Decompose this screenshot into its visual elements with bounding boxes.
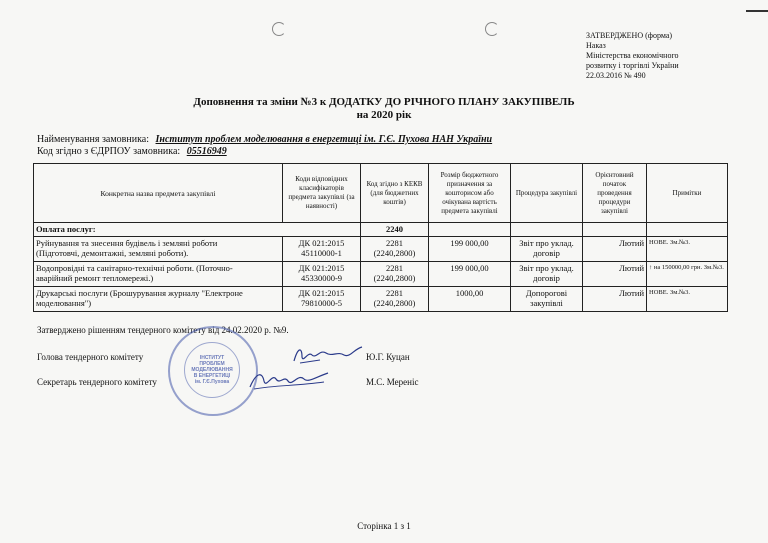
procedure-line: Допорогові	[525, 288, 568, 298]
empty-cell	[429, 223, 511, 237]
punch-hole-left	[272, 22, 286, 36]
kekv-line: (2240,2800)	[373, 273, 416, 283]
customer-code-row	[37, 146, 492, 158]
row-start: Лютий	[583, 237, 647, 262]
row-classifier	[283, 262, 361, 287]
customer-name-value: Інститут проблем моделювання в енергетиці ім. Г.Є. Пухова НАН України	[155, 134, 493, 145]
kekv-line: 2281	[386, 238, 403, 248]
empty-cell	[647, 223, 728, 237]
row-item-name	[34, 287, 283, 312]
header-start: Орієнтовний початок проведення процедури закупівлі	[583, 164, 647, 223]
customer-name-row	[37, 134, 492, 146]
stamp-line: ПРОБЛЕМ	[199, 361, 225, 367]
procedure-line: Звіт про уклад.	[519, 263, 574, 273]
procurement-table	[33, 163, 728, 312]
official-stamp	[168, 326, 258, 416]
header-notes: Примітки	[647, 164, 728, 223]
row-kekv	[361, 287, 429, 312]
header-kekv: Код згідно з КЕКВ (для бюджетних коштів)	[361, 164, 429, 223]
row-amount: 199 000,00	[429, 262, 511, 287]
row-amount: 1000,00	[429, 287, 511, 312]
classifier-line: 45330000-9	[300, 273, 343, 283]
kekv-line: 2281	[386, 288, 403, 298]
approval-line: Наказ	[586, 41, 606, 50]
head-signature	[290, 343, 365, 368]
section-label: Оплата послуг:	[34, 223, 361, 237]
row-amount: 199 000,00	[429, 237, 511, 262]
item-name-line: Руйнування та знесення будівель і земляні роботи	[36, 238, 218, 248]
item-name-line: Друкарські послуги (Брошурування журналу "Електроне	[36, 288, 243, 298]
item-name-line: моделювання")	[36, 298, 92, 308]
corner-mark	[746, 10, 768, 12]
item-name-line: Водопровідні та санітарно-технічні роботи. (Поточно-	[36, 263, 233, 273]
empty-cell	[511, 223, 583, 237]
secretary-label: Секретарь тендерного комітету	[37, 377, 157, 387]
kekv-line: (2240,2800)	[373, 298, 416, 308]
kekv-line: 2281	[386, 263, 403, 273]
head-label: Голова тендерного комітету	[37, 352, 144, 362]
title-line-1: Доповнення та зміни №3 к ДОДАТКУ ДО РІЧНОГО ПЛАНУ ЗАКУПІВЕЛЬ	[193, 96, 575, 108]
item-name-line: аварійний ремонт тепломережі.)	[36, 273, 154, 283]
secretary-name: М.С. Мереніс	[366, 377, 419, 387]
section-row	[34, 223, 728, 237]
document-title	[0, 96, 768, 122]
row-item-name	[34, 237, 283, 262]
customer-code-label: Код згідно з ЄДРПОУ замовника:	[37, 146, 181, 157]
table-row	[34, 287, 728, 312]
header-procedure: Процедура закупівлі	[511, 164, 583, 223]
stamp-line: В ЕНЕРГЕТИЦІ	[193, 373, 231, 379]
row-classifier	[283, 287, 361, 312]
row-procedure	[511, 262, 583, 287]
procedure-line: договір	[533, 248, 560, 258]
classifier-line: 79810000-5	[300, 298, 343, 308]
header-amount: Розмір бюджетного призначення за кошторисом або очікувана вартість предмета закупівлі	[429, 164, 511, 223]
procedure-line: закупівлі	[530, 298, 563, 308]
head-name: Ю.Г. Куцан	[366, 352, 410, 362]
punch-hole-right	[485, 22, 499, 36]
procedure-line: договір	[533, 273, 560, 283]
header-item-name: Конкретна назва предмета закупівлі	[34, 164, 283, 223]
kekv-line: (2240,2800)	[373, 248, 416, 258]
approval-line: 22.03.2016 № 490	[586, 71, 646, 80]
table-header-row	[34, 164, 728, 223]
classifier-line: ДК 021:2015	[298, 263, 345, 273]
title-line-2: на 2020 рік	[356, 109, 412, 121]
stamp-inner	[184, 342, 240, 398]
row-kekv	[361, 262, 429, 287]
section-code: 2240	[361, 223, 429, 237]
page-number: Сторінка 1 з 1	[357, 521, 411, 531]
stamp-line: ім. Г.Є.Пухова	[194, 379, 230, 385]
customer-info	[37, 134, 492, 158]
row-note: НОВЕ. Зм.№3.	[647, 287, 728, 312]
table-row	[34, 237, 728, 262]
procedure-line: Звіт про уклад.	[519, 238, 574, 248]
approval-line: Міністерства економічного	[586, 51, 679, 60]
row-procedure	[511, 237, 583, 262]
customer-name-label: Найменування замовника:	[37, 134, 150, 145]
approval-decision: Затверджено рішенням тендерного комітету від 24.02.2020 р. №9.	[37, 325, 289, 335]
row-classifier	[283, 237, 361, 262]
approval-line: розвитку і торгівлі України	[586, 61, 679, 70]
row-start: Лютий	[583, 287, 647, 312]
row-start: Лютий	[583, 262, 647, 287]
classifier-line: ДК 021:2015	[298, 238, 345, 248]
stamp-line: ІНСТИТУТ	[199, 355, 225, 361]
row-note: НОВЕ. Зм.№3.	[647, 237, 728, 262]
classifier-line: ДК 021:2015	[298, 288, 345, 298]
approval-block	[586, 31, 679, 81]
row-procedure	[511, 287, 583, 312]
secretary-signature	[246, 367, 331, 393]
classifier-line: 45110000-1	[301, 248, 342, 258]
customer-code-value: 05516949	[186, 146, 227, 157]
table-row	[34, 262, 728, 287]
item-name-line: (Підготовчі, демонтажні, земляні роботи).	[36, 248, 189, 258]
row-kekv	[361, 237, 429, 262]
row-note: ↑ на 150000,00 грн. Зм.№3.	[647, 262, 728, 287]
stamp-line: МОДЕЛЮВАННЯ	[191, 367, 233, 373]
empty-cell	[583, 223, 647, 237]
row-item-name	[34, 262, 283, 287]
approval-line: ЗАТВЕРДЖЕНО (форма)	[586, 31, 673, 40]
header-classifier: Коди відповідних класифікаторів предмета закупівлі (за наявності)	[283, 164, 361, 223]
